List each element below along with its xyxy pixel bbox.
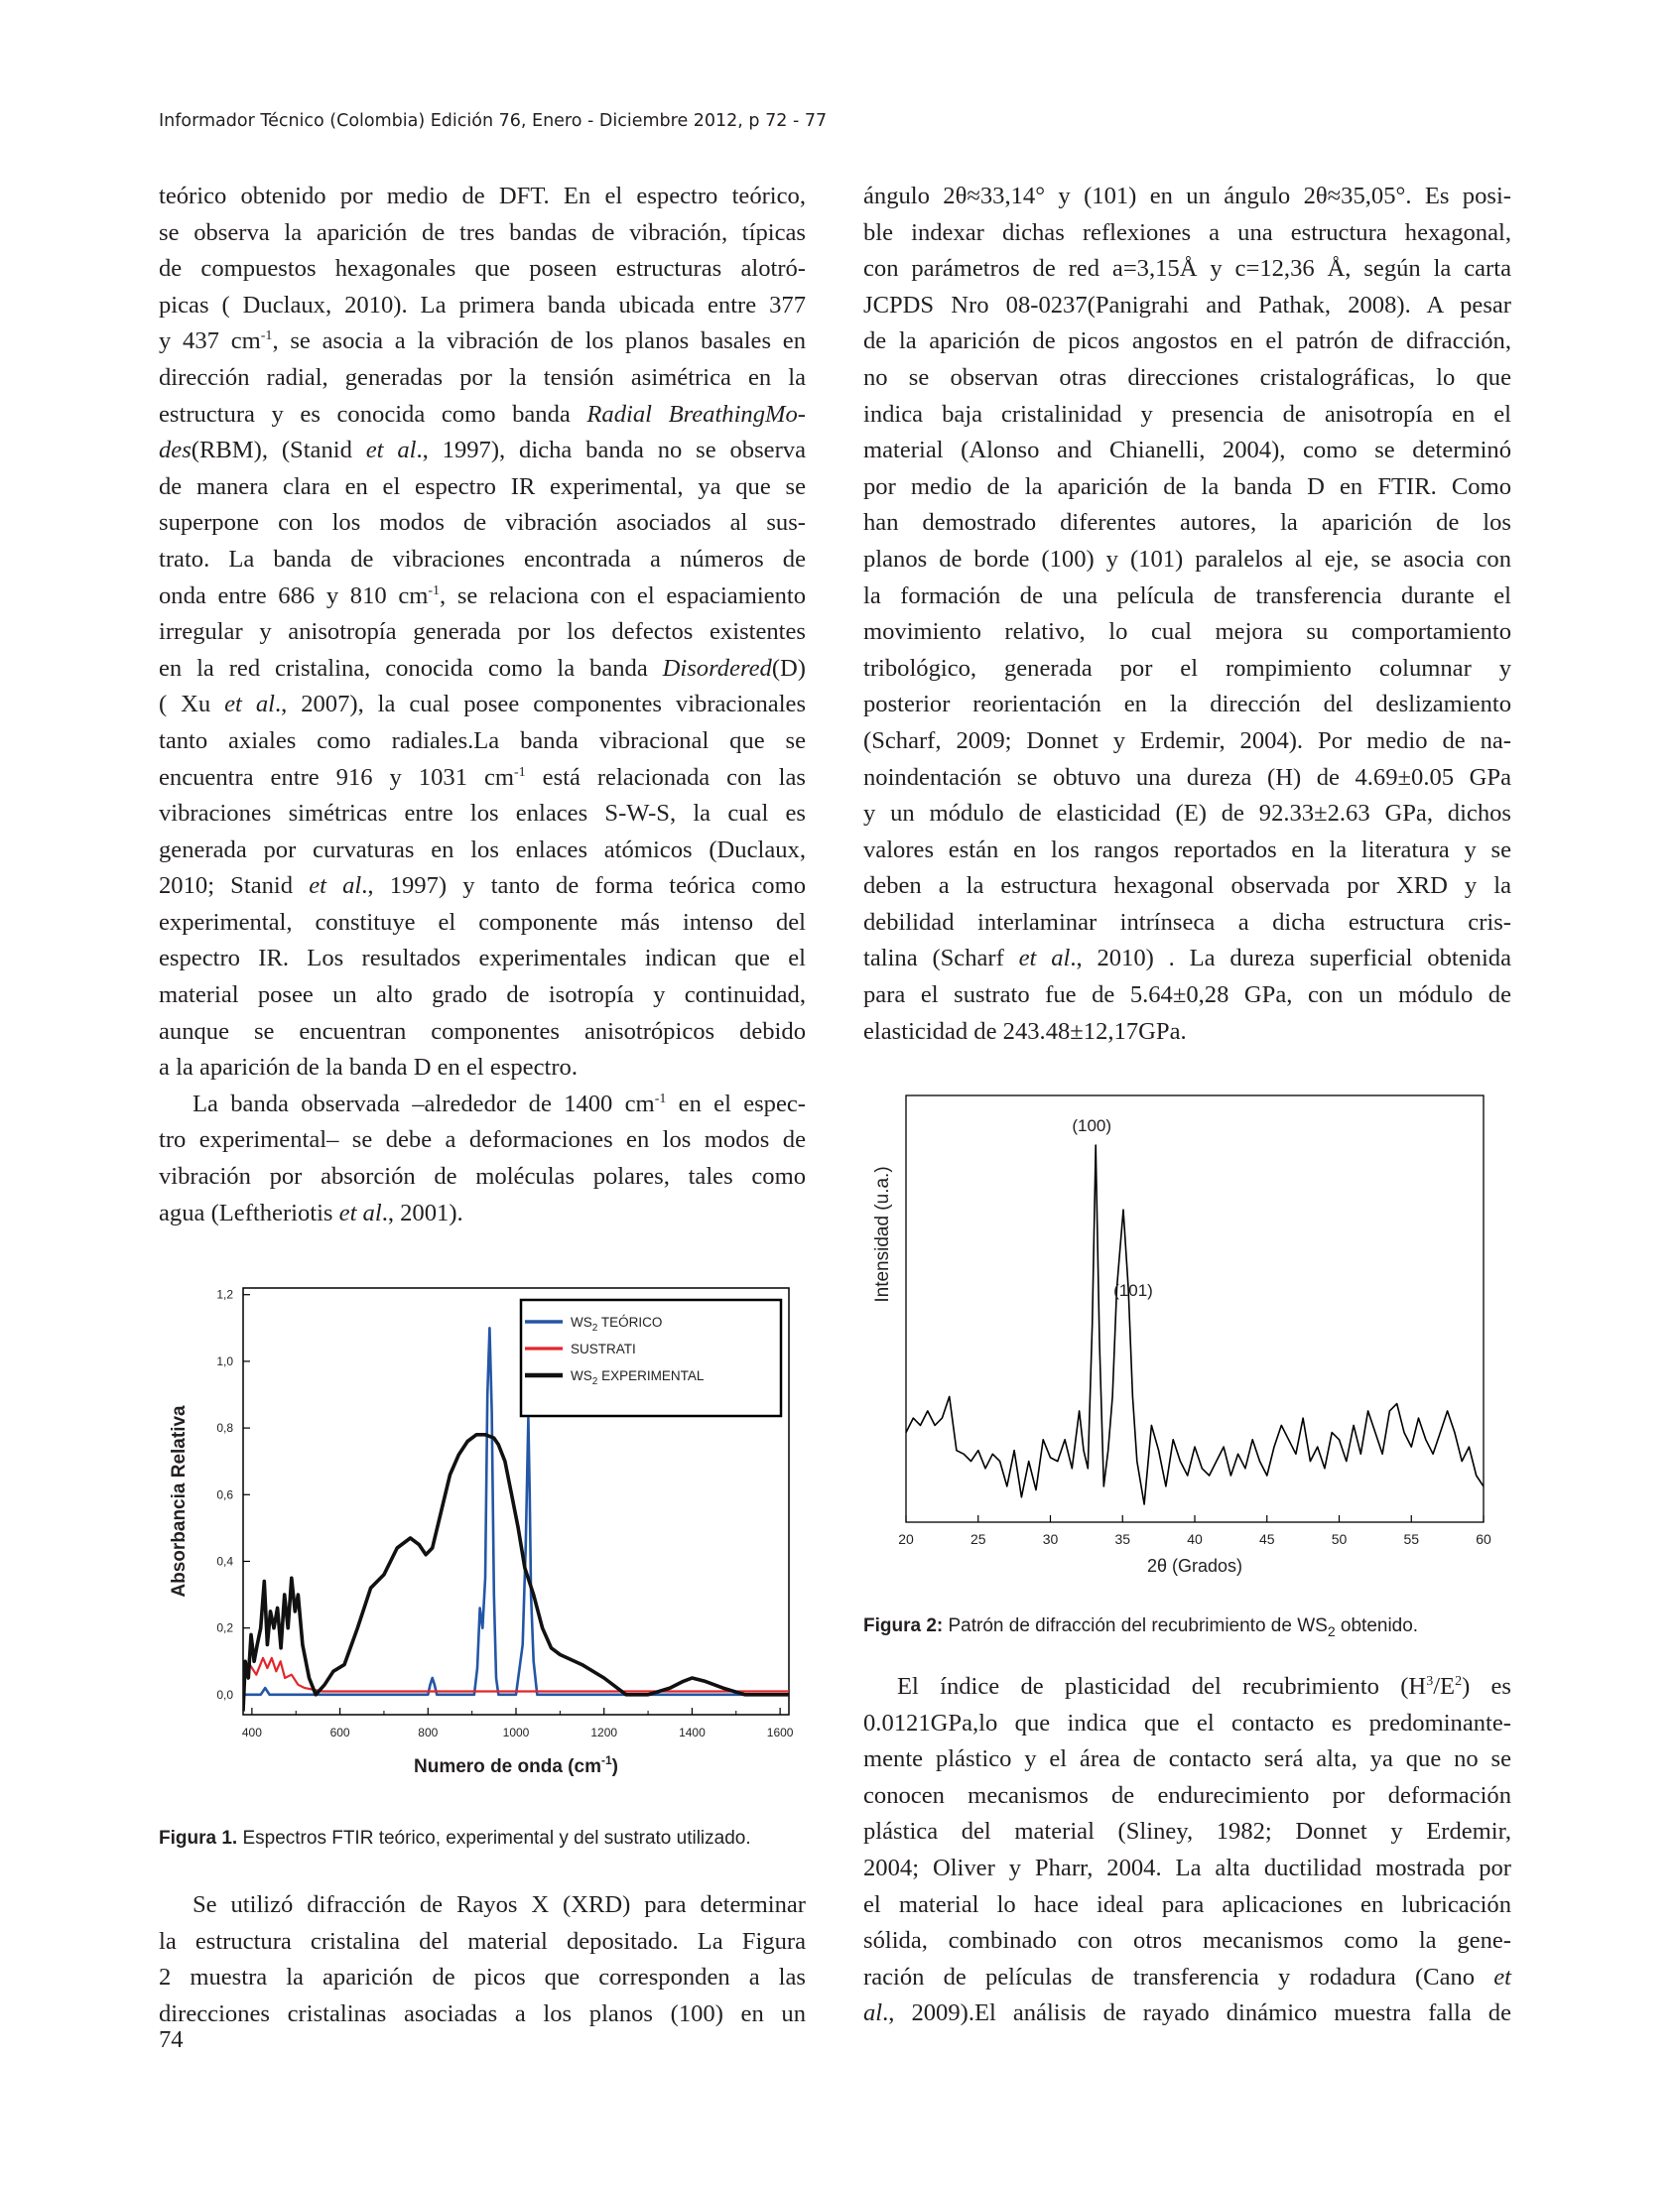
legend-label-2: $WS_2$ EXPERIMENTAL [571,1368,705,1387]
text-line: conocen mecanismos de endurecimiento por deformación [863,1781,1511,1809]
text-line: se observa la aparición de tres bandas de vibración, típicas [159,218,806,246]
text-line: estructura y es conocida como banda Radial BreathingMo- [159,400,806,428]
text-line: vibración por absorción de moléculas polares, tales como [159,1163,806,1191]
x-tick-label: 50 [1331,1531,1348,1547]
text-line: experimental, constituye el componente más intenso del [159,908,806,936]
x-tick-label: 20 [898,1531,914,1547]
text-line: el material lo hace ideal para aplicaciones en lubricación [863,1890,1511,1918]
x-tick-label: 25 [969,1531,986,1547]
text-line: ( Xu et al., 2007), la cual posee componentes vibracionales [159,691,807,718]
text-line: la formación de una película de transferencia durante el [863,581,1511,609]
text-line: movimiento relativo, lo cual mejora su comportamiento [863,618,1511,646]
text-line: agua (Leftheriotis et al., 2001). [159,1199,463,1226]
text-line: encuentra entre 916 y 1031 $cm^{-1}$ está relacionada con las [159,763,806,791]
text-line: Se utilizó difracción de Rayos X (XRD) para determinar [193,1891,806,1918]
figure-2-xrd-chart [863,1084,1498,1609]
text-line: material (Alonso and Chianelli, 2004), como se determinó [863,437,1511,464]
paragraph-1400-band [159,1087,806,1231]
text-line: material posee un alto grado de isotropía y continuidad, [159,981,806,1009]
x-tick-label: 40 [1187,1531,1203,1547]
text-line: ángulo 2θ≈33,14° y (101) en un ángulo 2θ≈35,05°. Es posi- [863,183,1511,209]
text-line: dirección radial, generadas por la tensión asimétrica en la [159,363,806,391]
text-line: ble indexar dichas reflexiones a una estructura hexagonal, [863,218,1511,246]
x-tick-label: 1400 [679,1726,706,1739]
x-axis-label: 2θ (Grados) [1146,1556,1243,1576]
column-right-top [863,179,1511,1050]
text-line: irregular y anisotropía generada por los defectos existentes [159,618,806,646]
paragraph-xrd-results [863,179,1511,1050]
paragraph-plasticity [863,1669,1511,2032]
text-line: picas ( Duclaux, 2010). La primera banda ubicada entre 377 [159,291,806,319]
text-line: debilidad interlaminar intrínseca a dicha estructura cris- [863,908,1511,936]
text-line: vibraciones simétricas entre los enlaces S-W-S, la cual es [159,800,806,828]
paragraph-xrd [159,1887,806,2032]
x-tick-label: 600 [329,1726,350,1739]
peak-label-100: (100) [1072,1116,1112,1135]
text-line: en la red cristalina, conocida como la banda Disordered(D) [159,654,806,682]
text-line: trato. La banda de vibraciones encontrada a números de [159,545,806,573]
text-line: para el sustrato fue de 5.64±0,28 GPa, con un módulo de [863,981,1511,1009]
text-line: no se observan otras direcciones cristalográficas, lo que [863,363,1511,391]
series-line-2 [243,1435,789,1712]
text-line: deben a la estructura hexagonal observada por XRD y la [863,872,1511,900]
text-line: teórico obtenido por medio de DFT. En el espectro teórico, [159,183,806,209]
x-tick-label: 1000 [502,1726,530,1739]
text-line: de la aparición de picos angostos en el patrón de difracción, [863,327,1511,355]
y-tick-label: 0,4 [216,1554,233,1569]
text-line: superpone con los modos de vibración asociados al sus- [159,509,806,537]
legend-label-0: $WS_2$ TEÓRICO [571,1315,663,1334]
x-axis-label: Numero de onda $(cm^{-1})$ [414,1753,618,1777]
column-right-bottom [863,1669,1511,2032]
text-line: tanto axiales como radiales.La banda vibracional que se [159,726,806,754]
figure-2-caption [863,1615,1418,1637]
column-left-bottom [159,1887,806,2032]
text-line: de manera clara en el espectro IR experimental, ya que se [159,472,806,500]
text-line: posterior reorientación en la dirección del deslizamiento [863,691,1511,718]
x-tick-label: 45 [1258,1531,1275,1547]
peak-label-101: (101) [1113,1281,1153,1300]
y-tick-label: 1,2 [216,1287,233,1302]
text-line: y un módulo de elasticidad (E) de 92.33±2.63 GPa, dichos [863,800,1511,828]
text-line: (Scharf, 2009; Donnet y Erdemir, 2004). Por medio de na- [863,726,1511,754]
paragraph-ftir-bands [159,179,806,1087]
text-line: tro experimental– se debe a deformaciones en los modos de [159,1126,806,1154]
column-left-top [159,179,806,1231]
text-line: generada por curvaturas en los enlaces atómicos (Duclaux, [159,836,806,863]
x-tick-label: 60 [1476,1531,1491,1547]
figure-1-caption-text: Espectros FTIR teórico, experimental y del sustrato utilizado. [237,1828,751,1849]
text-line: JCPDS Nro 08-0237(Panigrahi and Pathak, 2008). A pesar [863,291,1511,319]
text-line: elasticidad de 243.48±12,17GPa. [863,1017,1187,1045]
text-line: indica baja cristalinidad y presencia de anisotropía en el [863,400,1511,428]
y-axis-label: Absorbancia Relativa [169,1405,190,1598]
figure-2-caption-end: obtenido. [1335,1615,1419,1636]
text-line: plástica del material (Sliney, 1982; Donnet y Erdemir, [863,1818,1511,1846]
text-line: 0.0121GPa,lo que indica que el contacto es predominante- [863,1709,1511,1737]
text-line: a la aparición de la banda D en el espectro. [159,1054,578,1082]
y-tick-label: 0,2 [216,1620,233,1635]
text-line: ración de películas de transferencia y rodadura (Cano et [863,1963,1511,1991]
page-number: 74 [159,2026,184,2053]
y-tick-label: 0,6 [216,1487,233,1502]
figure-2-caption-subscript: 2 [1327,1622,1336,1639]
figure-2-caption-text: Patrón de difracción del recubrimiento de WS [943,1615,1328,1636]
text-line: sólida, combinado con otros mecanismos como la gene- [863,1927,1511,1955]
text-line: onda entre 686 y 810 $cm^{-1}$, se relaciona con el espaciamiento [159,581,807,609]
running-header: Informador Técnico (Colombia) Edición 76, Enero - Diciembre 2012, p 72 - 77 [159,111,828,131]
text-line: valores están en los rangos reportados en la literatura y se [863,836,1511,863]
x-tick-label: 400 [241,1726,262,1739]
text-line: 2010; Stanid et al., 1997) y tanto de forma teórica como [159,872,806,900]
y-tick-label: 0,0 [216,1687,233,1702]
figure-1-ftir-chart [159,1268,794,1824]
text-line: tribológico, generada por el rompimiento columnar y [863,654,1511,682]
y-tick-label: 0,8 [216,1421,233,1436]
y-axis-label: Intensidad (u.a.) [872,1166,893,1303]
text-line: direcciones cristalinas asociadas a los planos (100) en un [159,1999,806,2027]
text-line: con parámetros de red a=3,15Å y c=12,36 Å, según la carta [863,255,1511,283]
figure-2-caption-label: Figura 2: [863,1615,944,1636]
text-line: espectro IR. Los resultados experimentales indican que el [159,945,806,972]
text-line: noindentación se obtuvo una dureza (H) de 4.69±0.05 GPa [863,763,1511,791]
text-line: planos de borde (100) y (101) paralelos al eje, se asocia con [863,545,1511,573]
text-line: de compuestos hexagonales que poseen estructuras alotró- [159,255,806,283]
x-tick-label: 1200 [590,1726,618,1739]
text-line: La banda observada –alrededor de 1400 $cm^{-1}$ en el espec- [193,1090,806,1117]
text-line: y 437 $cm^{-1}$, se asocia a la vibración de los planos basales en [159,327,807,355]
xrd-line [906,1145,1484,1504]
text-line: 2004; Oliver y Pharr, 2004. La alta ductilidad mostrada por [863,1854,1511,1881]
text-line: la estructura cristalina del material depositado. La Figura [159,1927,806,1955]
text-line: 2 muestra la aparición de picos que corresponden a las [159,1964,806,1992]
text-line: por medio de la aparición de la banda D en FTIR. Como [863,472,1511,500]
plot-frame [906,1095,1484,1522]
x-tick-label: 30 [1042,1531,1059,1547]
text-line: talina (Scharf et al., 2010) . La dureza superficial obtenida [863,945,1511,972]
text-line: aunque se encuentran componentes anisotrópicos debido [159,1017,806,1045]
x-tick-label: 1600 [766,1726,794,1739]
text-line: han demostrado diferentes autores, la aparición de los [863,509,1511,537]
text-line: des(RBM), (Stanid et al., 1997), dicha banda no se observa [159,437,806,464]
y-tick-label: 1,0 [216,1353,233,1368]
legend-label-1: SUSTRATI [571,1342,636,1356]
text-line: El índice de plasticidad del recubrimiento $(H^3/E^2)$ es [897,1673,1511,1700]
x-tick-label: 35 [1114,1531,1131,1547]
x-tick-label: 800 [418,1726,439,1739]
x-tick-label: 55 [1403,1531,1420,1547]
figure-1-caption [159,1828,751,1850]
text-line: mente plástico y el área de contacto será alta, ya que no se [863,1745,1511,1773]
text-line: al., 2009).El análisis de rayado dinámico muestra falla de [863,1999,1511,2027]
figure-1-caption-label: Figura 1. [159,1828,238,1849]
